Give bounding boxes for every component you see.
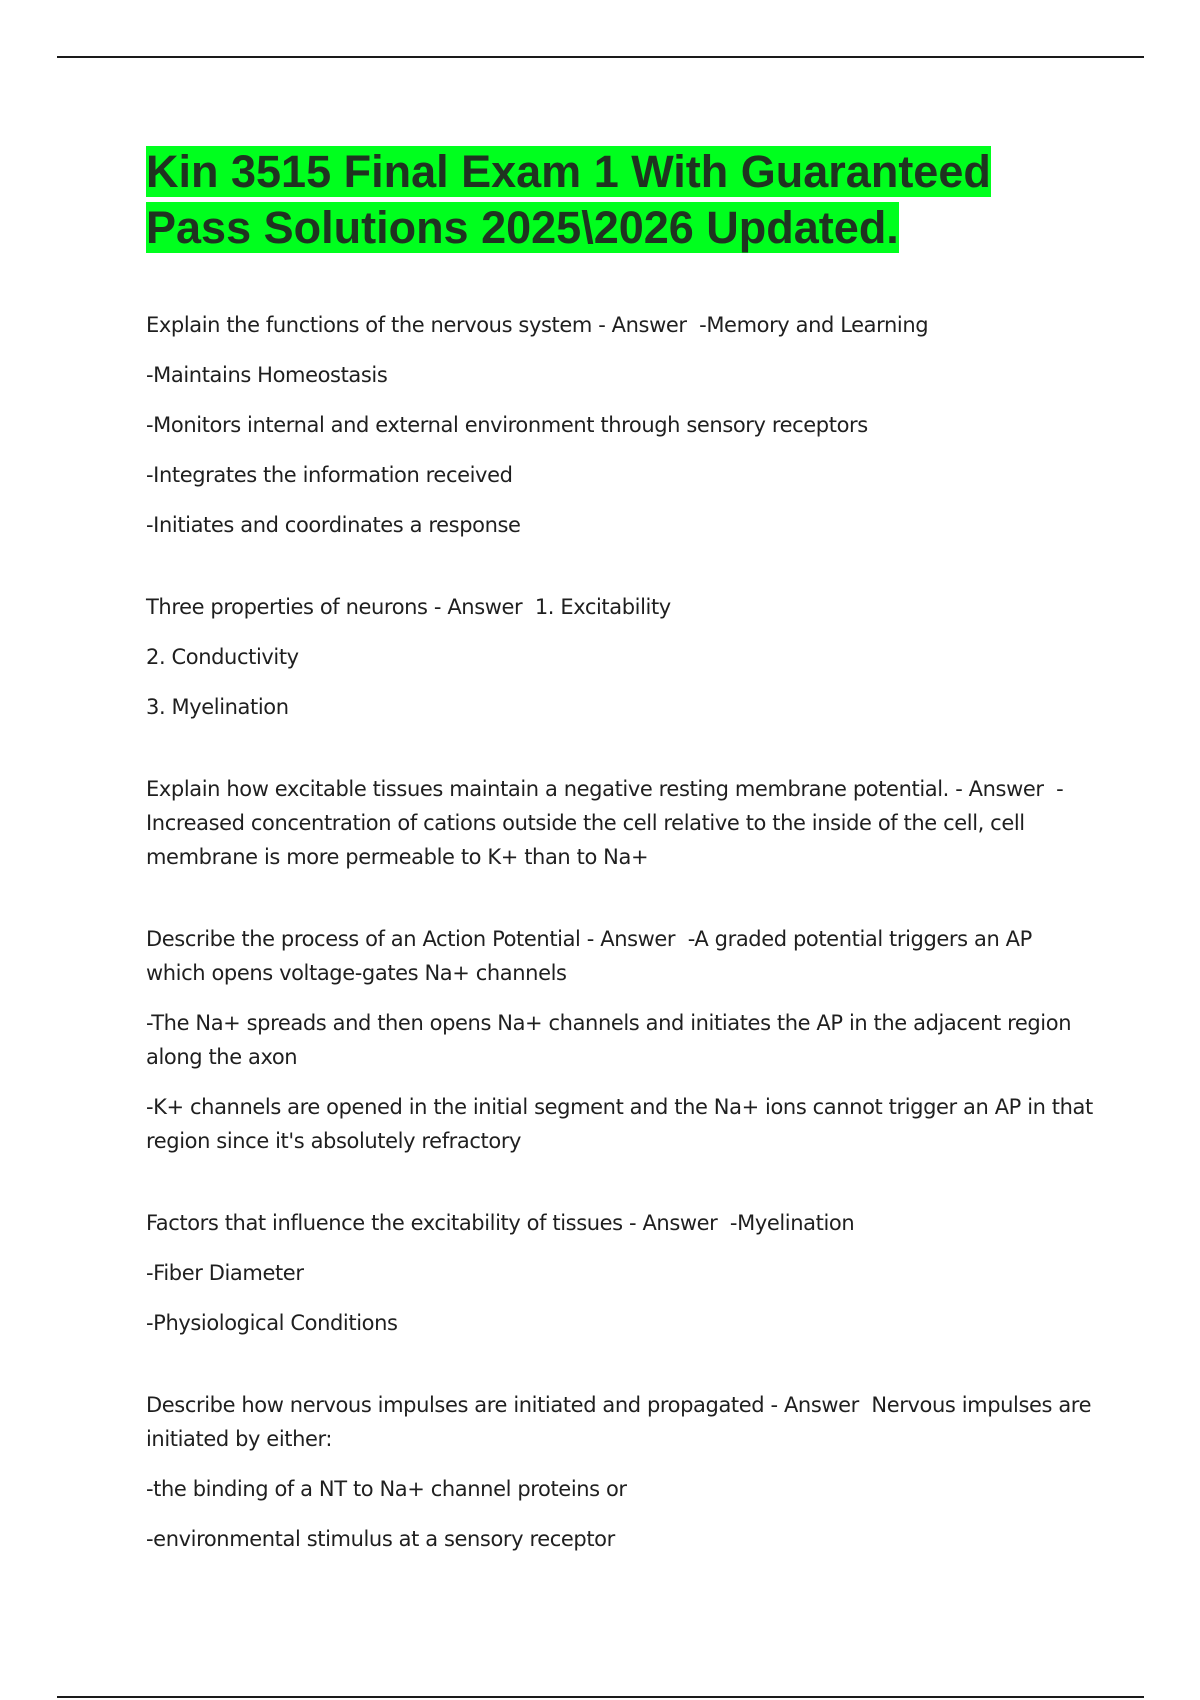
document-title bbox=[146, 144, 1046, 256]
document-title-text: Kin 3515 Final Exam 1 With Guaranteed Pass Solutions 2025\2026 Updated. bbox=[146, 146, 991, 253]
qa-question-line: Describe how nervous impulses are initiated and propagated - Answer Nervous impulses are initiated by either: bbox=[146, 1393, 1098, 1451]
qa-answer-line: -Fiber Diameter bbox=[146, 1261, 304, 1285]
qa-item-5 bbox=[146, 1206, 1096, 1340]
document-body bbox=[146, 144, 1100, 1604]
qa-answer-line: -Physiological Conditions bbox=[146, 1311, 398, 1335]
qa-question-line: Explain how excitable tissues maintain a negative resting membrane potential. - Answer -Increased concentration of cations outside the cell relative to the inside of the cell, cell membrane is more permeable to K+ than to Na+ bbox=[146, 777, 1064, 869]
qa-answer-line: 2. Conductivity bbox=[146, 645, 299, 669]
qa-item-2 bbox=[146, 590, 1096, 724]
qa-item-6 bbox=[146, 1388, 1096, 1556]
qa-answer-line: -Monitors internal and external environment through sensory receptors bbox=[146, 413, 868, 437]
qa-answer-line: 3. Myelination bbox=[146, 695, 289, 719]
qa-answer-line: -Maintains Homeostasis bbox=[146, 363, 388, 387]
qa-answer-line: -environmental stimulus at a sensory receptor bbox=[146, 1527, 615, 1551]
qa-question-line: Three properties of neurons - Answer 1. Excitability bbox=[146, 595, 671, 619]
qa-answer-line: -the binding of a NT to Na+ channel proteins or bbox=[146, 1477, 627, 1501]
qa-item-4 bbox=[146, 922, 1100, 1158]
qa-item-3 bbox=[146, 772, 1096, 874]
header-rule bbox=[57, 56, 1144, 58]
footer-rule bbox=[57, 1696, 1144, 1698]
qa-question-line: Explain the functions of the nervous system - Answer -Memory and Learning bbox=[146, 313, 929, 337]
qa-question-line: Factors that influence the excitability of tissues - Answer -Myelination bbox=[146, 1211, 855, 1235]
qa-answer-line: -The Na+ spreads and then opens Na+ channels and initiates the AP in the adjacent region along the axon bbox=[146, 1011, 1078, 1069]
qa-answer-line: -Integrates the information received bbox=[146, 463, 513, 487]
qa-answer-line: -K+ channels are opened in the initial segment and the Na+ ions cannot trigger an AP in that region since it's absolutely refractory bbox=[146, 1095, 1100, 1153]
qa-item-1 bbox=[146, 308, 1096, 542]
qa-answer-line: -Initiates and coordinates a response bbox=[146, 513, 521, 537]
qa-question-line: Describe the process of an Action Potential - Answer -A graded potential triggers an AP which opens voltage-gates Na+ channels bbox=[146, 927, 1039, 985]
